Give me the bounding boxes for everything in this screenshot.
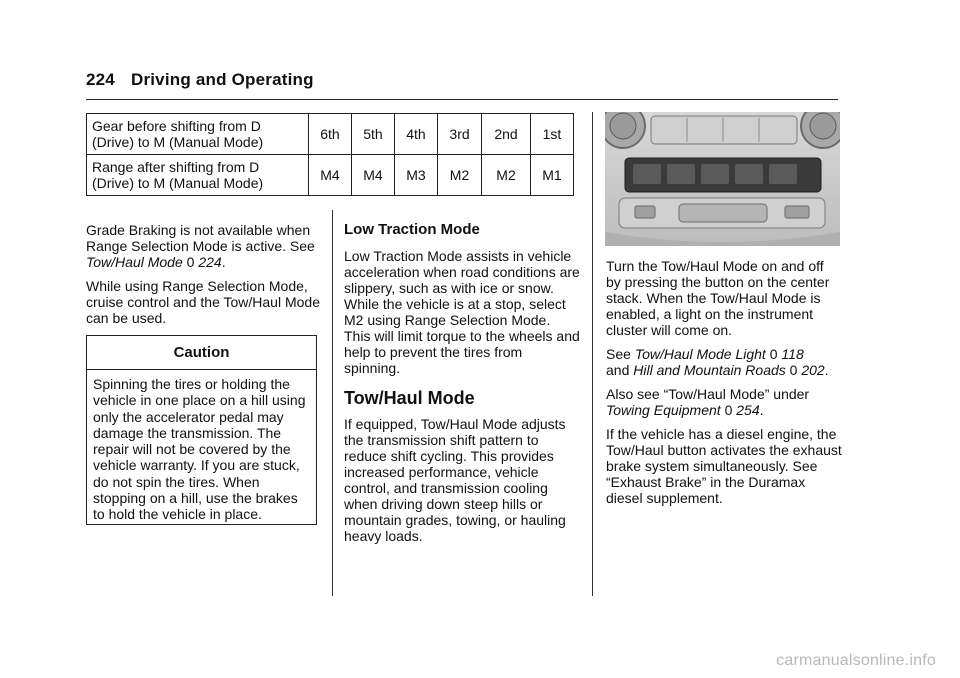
- caution-box: [86, 335, 317, 525]
- column-divider: [592, 112, 593, 596]
- xref-tow-haul-mode-link[interactable]: Tow/Haul Mode: [86, 254, 183, 270]
- header-rule: [86, 99, 838, 100]
- page-number: 224: [86, 70, 115, 89]
- center-stack-illustration: [605, 112, 840, 246]
- table-cell: M4: [309, 155, 352, 196]
- row-label: Range after shifting from D (Drive) to M (Manual Mode): [87, 155, 309, 196]
- xref-towing-equipment-link[interactable]: Towing Equipment: [606, 402, 721, 418]
- paragraph: If the vehicle has a diesel engine, the Tow/Haul button activates the exhaust brake system simultaneously. See “Exhaust Brake” in the Duramax diesel supplement.: [606, 426, 842, 506]
- table-cell: 4th: [394, 114, 437, 155]
- column-right: [606, 258, 842, 514]
- paragraph: [606, 386, 842, 418]
- punctuation: .: [824, 362, 829, 378]
- table-cell: M3: [394, 155, 437, 196]
- section-heading-tow-haul: Tow/Haul Mode: [344, 388, 475, 408]
- paragraph-text: See: [606, 346, 635, 362]
- xref-tow-haul-light-link[interactable]: Tow/Haul Mode Light: [634, 346, 766, 362]
- xref-page[interactable]: 118: [781, 346, 804, 362]
- page-ref-symbol: 0: [724, 402, 733, 418]
- paragraph: Turn the Tow/Haul Mode on and off by pressing the button on the center stack. When the Tow/Haul Mode is enabled, a light on the instrument cluster will come on.: [606, 258, 830, 338]
- center-stack-photo: [605, 112, 840, 246]
- paragraph: [86, 222, 326, 270]
- row-label: Gear before shifting from D (Drive) to M (Manual Mode): [87, 114, 309, 155]
- table-cell: M1: [530, 155, 573, 196]
- punctuation: .: [759, 402, 764, 418]
- paragraph-text: and: [606, 362, 634, 378]
- xref-page[interactable]: 202: [801, 362, 825, 378]
- page-ref-symbol: 0: [769, 346, 778, 362]
- subheading-low-traction: Low Traction Mode: [344, 221, 480, 238]
- column-middle: [344, 222, 580, 552]
- table-cell: 5th: [351, 114, 394, 155]
- table-row: [87, 155, 574, 196]
- page-ref-symbol: 0: [186, 254, 195, 270]
- paragraph-text: Also see “Tow/Haul Mode” under: [606, 386, 810, 402]
- watermark: carmanualsonline.info: [776, 652, 936, 669]
- page-title: Driving and Operating: [130, 70, 314, 89]
- table-cell: M4: [351, 155, 394, 196]
- caution-body: Spinning the tires or holding the vehicle in one place on a hill using only the accelerator pedal may damage the transmission. The repair will not be covered by the vehicle warranty. If you are stuck, do not spin the tires. When stopping on a hill, use the brakes to hold the vehicle in place.: [93, 376, 306, 523]
- page-header: [86, 70, 314, 90]
- table-cell: M2: [482, 155, 531, 196]
- table-cell: 1st: [530, 114, 573, 155]
- table-row: [87, 114, 574, 155]
- xref-page[interactable]: 254: [736, 402, 760, 418]
- table-cell: M2: [437, 155, 481, 196]
- paragraph: [606, 346, 842, 378]
- page-ref-symbol: 0: [789, 362, 798, 378]
- punctuation: .: [221, 254, 226, 270]
- paragraph: While using Range Selection Mode, cruise control and the Tow/Haul Mode can be used.: [86, 278, 320, 326]
- table-cell: 2nd: [482, 114, 531, 155]
- table-cell: 6th: [309, 114, 352, 155]
- column-left: [86, 222, 326, 334]
- gear-range-table: [86, 113, 574, 196]
- column-divider: [332, 210, 333, 596]
- paragraph-text: Grade Braking is not available when Range Selection Mode is active. See: [86, 222, 315, 254]
- xref-page[interactable]: 224: [198, 254, 222, 270]
- caution-title: Caution: [87, 336, 316, 370]
- paragraph: Low Traction Mode assists in vehicle acceleration when road conditions are slippery, such as with ice or snow. While the vehicle is at a stop, select M2 using Range Selection Mode. This will limit torque to the wheels and help to prevent the tires from spinning.: [344, 248, 580, 376]
- xref-hill-mountain-link[interactable]: Hill and Mountain Roads: [633, 362, 786, 378]
- table-cell: 3rd: [437, 114, 481, 155]
- paragraph: If equipped, Tow/Haul Mode adjusts the transmission shift pattern to reduce shift cycling. This provides increased performance, vehicle control, and transmission cooling when driving down steep hills or mountain grades, towing, or hauling heavy loads.: [344, 416, 566, 544]
